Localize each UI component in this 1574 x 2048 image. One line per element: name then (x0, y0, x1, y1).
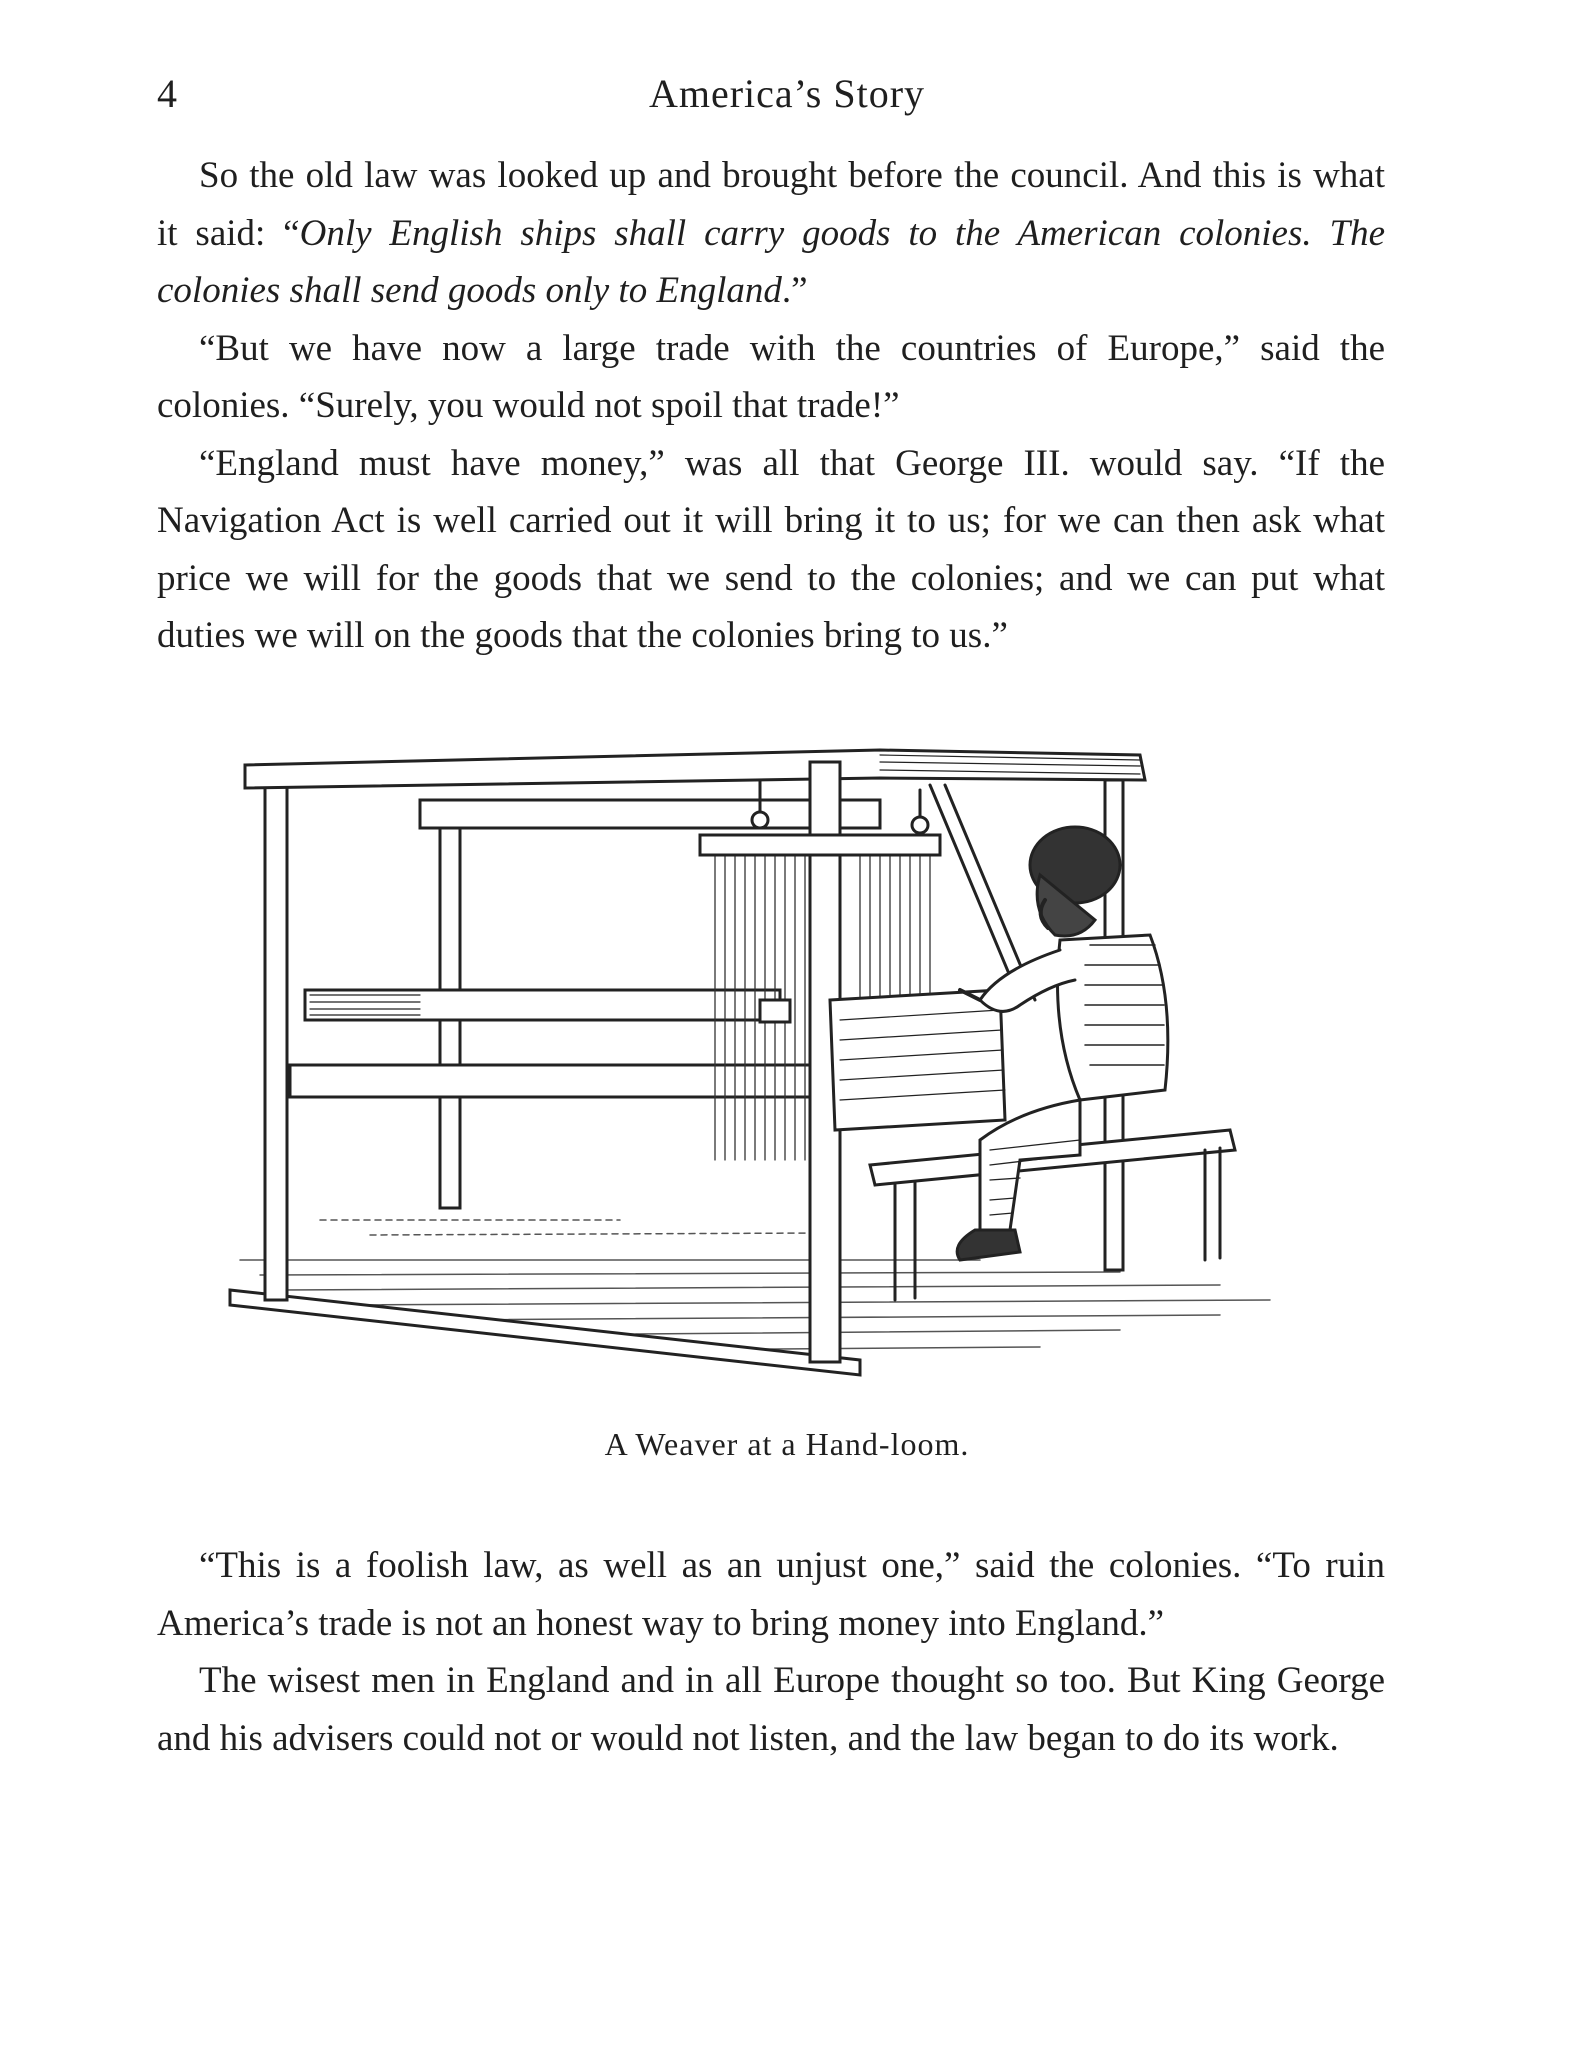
paragraph-england-money: “England must have money,” was all that George III. would say. “If the Navigation Act is well carried out it will bring it to us; for we can then ask what price we will for the goods that we send to the colonies; and we can put what duties we will on the goods that the colonies bring to us.” (157, 442, 1385, 656)
running-head-title: America’s Story (648, 71, 926, 116)
paragraph-law-text (157, 147, 1385, 320)
paragraph-colonies-trade: “But we have now a large trade with the countries of Europe,” said the colonies. “Surely, you would not spoil that trade!” (157, 327, 1385, 426)
figure-caption: A Weaver at a Hand-loom. (604, 1426, 970, 1462)
weaver-illustration (220, 700, 1304, 1390)
hand-loom-engraving (220, 700, 1304, 1390)
paragraph-law-intro: So the old law was looked up and brought before the council. And this is what it said: (157, 155, 1385, 254)
top-text-block (157, 147, 1385, 665)
bottom-text-block (157, 1537, 1385, 1767)
page-number: 4 (157, 71, 177, 116)
quote-open-mark: “ (283, 212, 300, 254)
quote-close-mark: .” (781, 270, 808, 311)
paragraph-foolish-law: “This is a foolish law, as well as an unjust one,” said the colonies. “To ruin America’s trade is not an honest way to bring money into England.” (157, 1545, 1385, 1644)
law-quotation: Only English ships shall carry goods to the American colonies. The colonies shall send goods only to England (157, 212, 1385, 311)
paragraph-wisest-men: The wisest men in England and in all Europe thought so too. But King George and his advisers could not or would not listen, and the law began to do its work. (157, 1660, 1385, 1759)
